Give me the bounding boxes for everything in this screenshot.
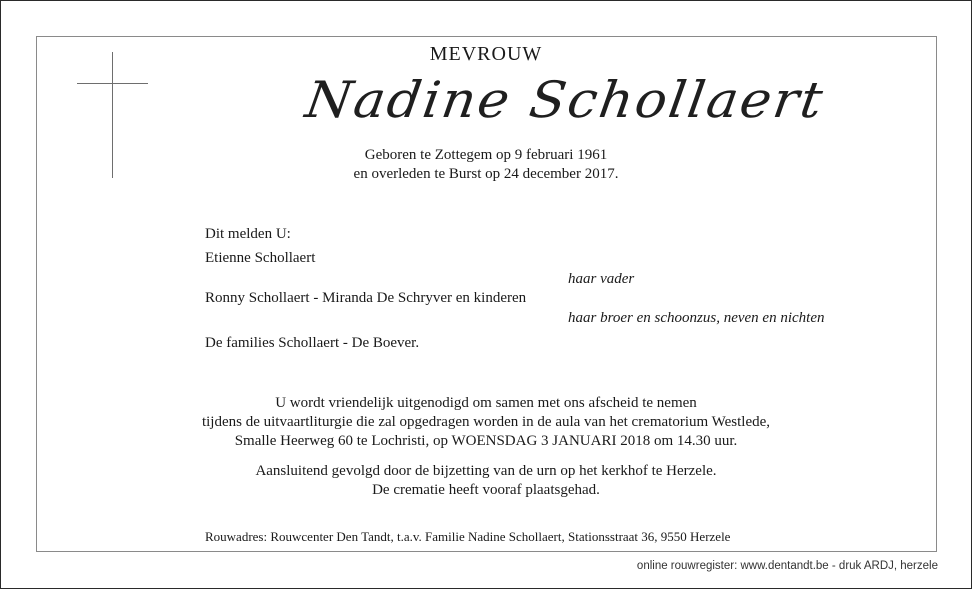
footer-credit: online rouwregister: www.dentandt.be - druk ARDJ, herzele [636,560,938,572]
burial-line: De crematie heeft vooraf plaatsgehad. [372,482,600,498]
intro-text: Dit melden U: [205,226,291,242]
invitation-line: Smalle Heerweg 60 te Lochristi, op WOENSDAG 3 JANUARI 2018 om 14.30 uur. [234,433,738,449]
deceased-name: Nadine Schollaert [301,71,829,129]
family-member-name: De families Schollaert - De Boever. [205,335,420,351]
invitation-line: U wordt vriendelijk uitgenodigd om samen met ons afscheid te nemen [275,395,697,411]
burial-line: Aansluitend gevolgd door de bijzetting van de urn op het kerkhof te Herzele. [255,463,717,479]
family-member-relation: haar vader [568,271,635,287]
mourning-address: Rouwadres: Rouwcenter Den Tandt, t.a.v. Familie Nadine Schollaert, Stationsstraat 36, 9550 Herzele [205,529,731,544]
family-member-name: Ronny Schollaert - Miranda De Schryver en kinderen [205,290,527,306]
cross-horizontal [77,83,148,84]
salutation-title: MEVROUW [429,43,543,65]
family-member-relation: haar broer en schoonzus, neven en nichten [568,310,825,326]
family-member-name: Etienne Schollaert [205,250,316,266]
birth-line: Geboren te Zottegem op 9 februari 1961 [364,147,608,163]
death-line: en overleden te Burst op 24 december 2017. [353,166,619,182]
invitation-line: tijdens de uitvaartliturgie die zal opgedragen worden in de aula van het crematorium Westlede, [201,414,771,430]
